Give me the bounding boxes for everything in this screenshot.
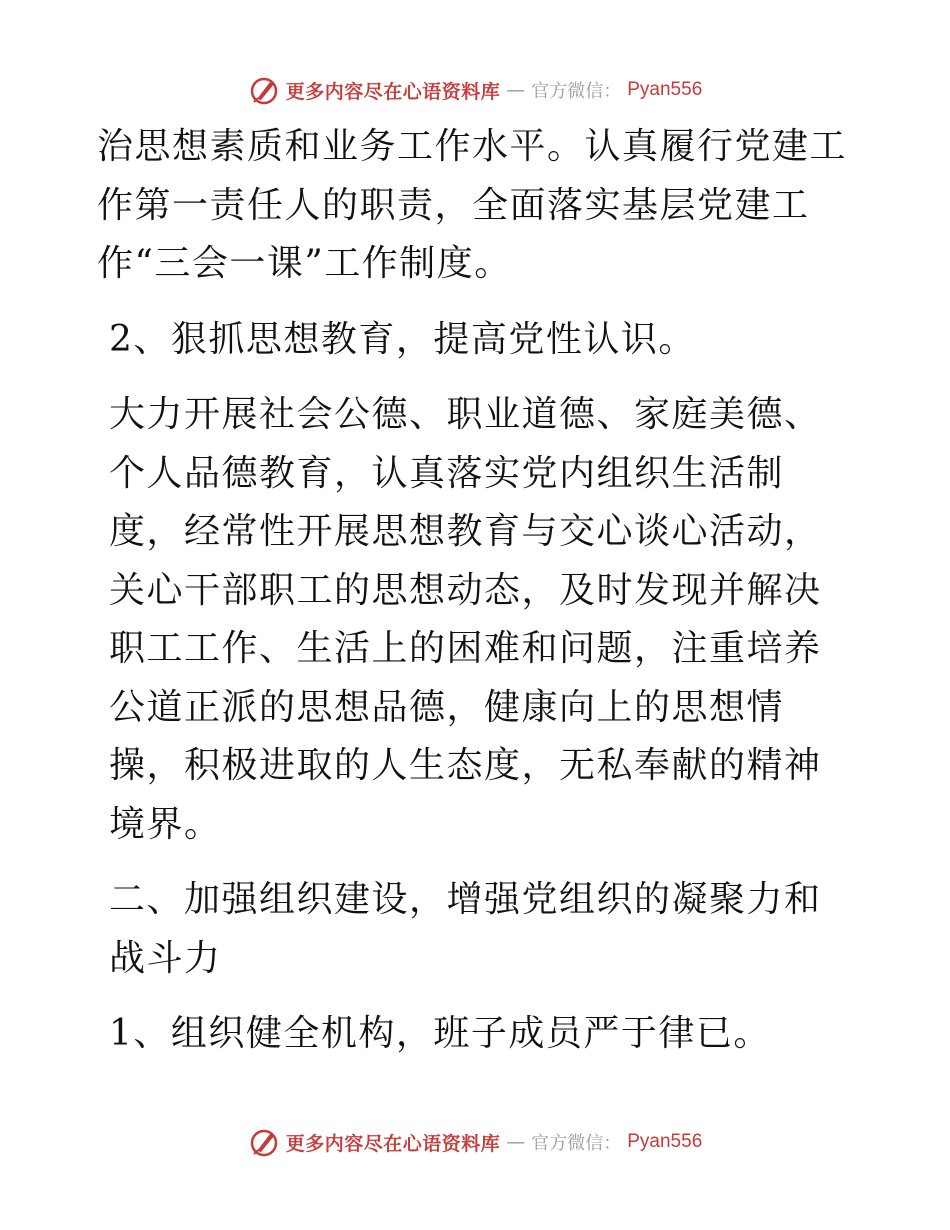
subheading-education: 2、狠抓思想教育，提高党性认识。 bbox=[109, 318, 696, 360]
section-heading-organization: 二、加强组织建设，增强党组织的凝聚力和战斗力 bbox=[109, 879, 822, 979]
footer-watermark bbox=[0, 1122, 950, 1162]
subheading-organization: 1、组织健全机构，班子成员严于律已。 bbox=[109, 1013, 771, 1054]
paragraph-continued: 治思想素质和业务工作水平。认真履行党建工作第一责任人的职责，全面落实基层党建工作“三会一课”工作制度。 bbox=[97, 126, 848, 284]
watermark-official-label: 官方微信： bbox=[531, 81, 622, 102]
header-watermark bbox=[0, 70, 950, 110]
watermark-dash: — bbox=[506, 1131, 526, 1153]
paragraph-moral-education: 大力开展社会公德、职业道德、家庭美德、个人品德教育，认真落实党内组织生活制度，经常性开展思想教育与交心谈心活动，关心干部职工的思想动态，及时发现并解决职工工作、生活上的困难和问题，注重培养公道正派的思想品德，健康向上的思想情操，积极进取的人生态度，无私奉献的精神境界。 bbox=[109, 394, 822, 845]
watermark-official-label: 官方微信： bbox=[531, 1133, 622, 1154]
quill-pen-logo-icon bbox=[248, 74, 280, 106]
watermark-brand: 更多内容尽在心语资料库 bbox=[285, 1132, 501, 1155]
watermark-brand: 更多内容尽在心语资料库 bbox=[285, 80, 501, 103]
watermark-dash: — bbox=[506, 79, 526, 101]
quill-pen-logo-icon bbox=[248, 1126, 280, 1158]
watermark-wechat-id: Pyan556 bbox=[627, 79, 703, 100]
watermark-wechat-id: Pyan556 bbox=[627, 1131, 703, 1152]
document-body bbox=[97, 118, 857, 1081]
